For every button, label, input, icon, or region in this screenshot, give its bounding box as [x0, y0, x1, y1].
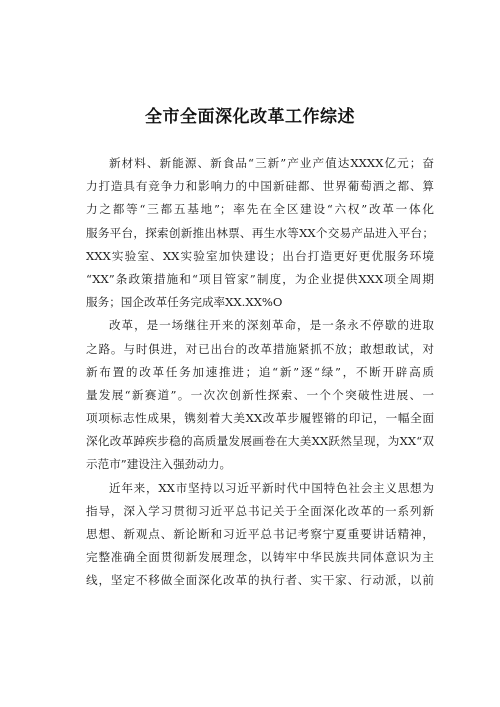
body-line: “XX”条政策措施和“项目管家”制度，为企业提供XXX项全周期 — [86, 271, 434, 286]
body-line: 服务；国企改革任务完成率XX.XX%O — [86, 295, 283, 310]
body-line: 思想、新观点、新论断和习近平总书记考察宁夏重要讲话精神， — [86, 527, 434, 541]
body-line: 完整准确全面贯彻新发展理念，以铸牢中华民族共同体意识为主 — [86, 550, 434, 565]
body-line: 项项标志性成果，镌刻着大美XX改革步履铿锵的印记，一幅全面 — [86, 411, 434, 426]
body-line: 服务平台，探索创新推出林票、再生水等XX个交易产品进入平台； — [86, 225, 434, 240]
body-line: 示范市”建设注入强劲动力。 — [86, 457, 232, 472]
body-line: XXX实验室、XX实验室加快建设；出台打造更好更优服务环境 — [86, 248, 434, 263]
body-line: 新布置的改革任务加速推进；追“新”逐“绿”，不断开辟高质 — [86, 364, 434, 379]
body-line: 之路。与时俱进，对已出台的改革措施紧抓不放；敢想敢试，对 — [86, 341, 434, 356]
body-line: 改革，是一场继往开来的深刻革命，是一条永不停歇的进取 — [109, 318, 434, 333]
document-title: 全市全面深化改革工作综述 — [145, 107, 355, 127]
body-line: 指导，深入学习贯彻习近平总书记关于全面深化改革的一系列新 — [86, 503, 434, 518]
body-line: 新材料、新能源、新食品“三新”产业产值达XXXX亿元；奋 — [109, 156, 434, 170]
body-line: 力之都等“三都五基地”；率先在全区建设“六权”改革一体化 — [86, 202, 434, 217]
body-line: 线，坚定不移做全面深化改革的执行者、实干家、行动派，以前 — [86, 573, 434, 588]
document-body — [86, 152, 434, 593]
body-line: 量发展“新赛道”。一次次创新性探索、一个个突破性进展、一 — [86, 387, 434, 402]
body-line: 力打造具有竞争力和影响力的中国新硅都、世界葡萄酒之都、算 — [86, 179, 434, 194]
body-line: 近年来，XX市坚持以习近平新时代中国特色社会主义思想为 — [109, 480, 434, 495]
body-line: 深化改革踔疾步稳的高质量发展画卷在大美XX跃然呈现，为XX“双 — [86, 434, 434, 449]
